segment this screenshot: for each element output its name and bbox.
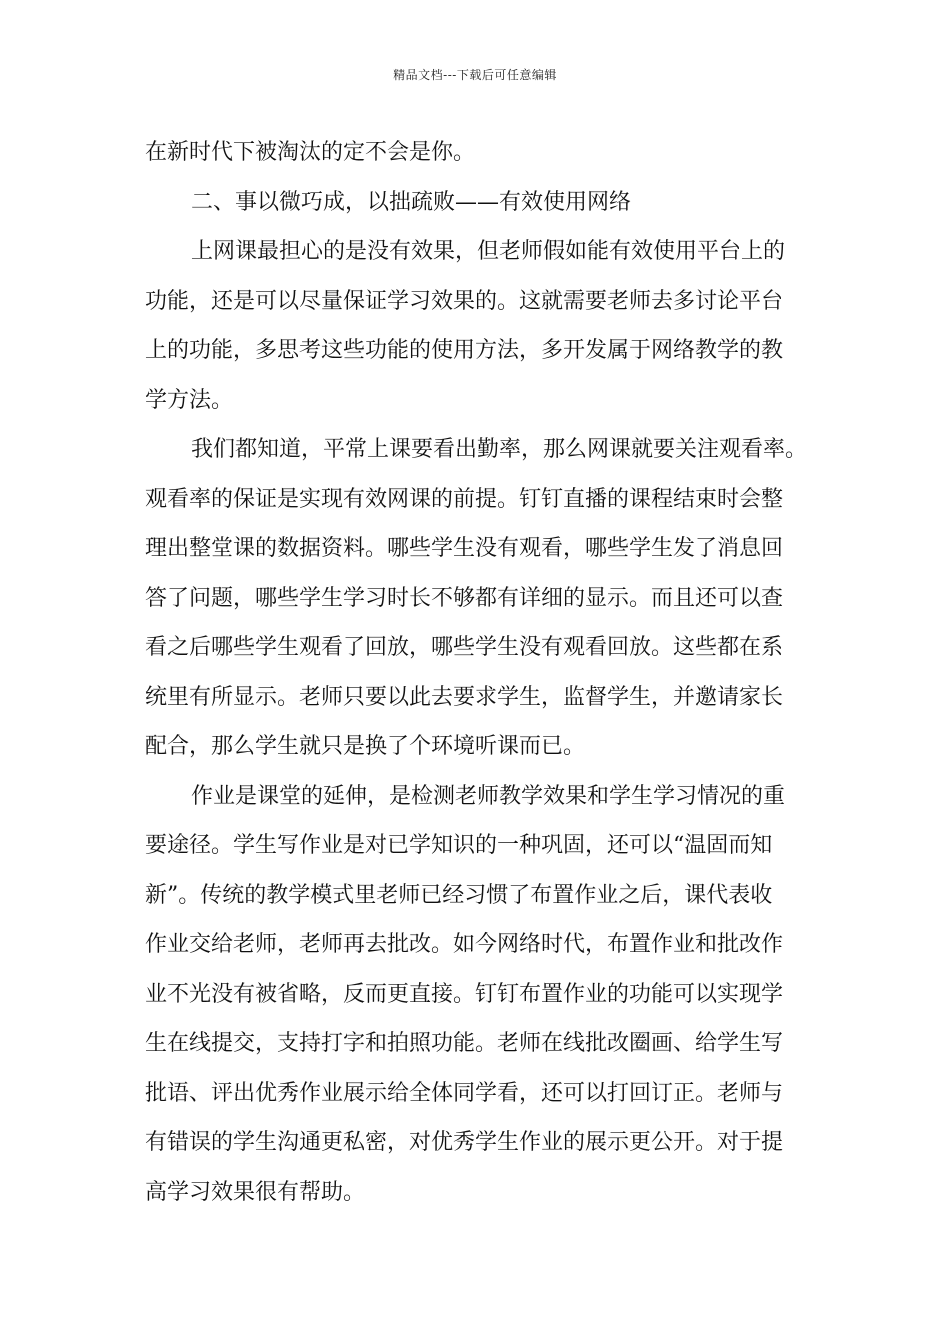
paragraph-line: 我们都知道，平常上课要看出勤率，那么网课就要关注观看率。 [191, 437, 808, 462]
text-line: 在新时代下被淘汰的定不会是你。 [145, 140, 476, 165]
paragraph-line: 观看率的保证是实现有效网课的前提。钉钉直播的课程结束时会整 [145, 486, 784, 512]
paragraph-line: 业不光没有被省略，反而更直接。钉钉布置作业的功能可以实现学 [145, 981, 784, 1007]
paragraph-line: 功能，还是可以尽量保证学习效果的。这就需要老师去多讨论平台 [145, 288, 784, 314]
paragraph-line: 高学习效果很有帮助。 [145, 1179, 366, 1205]
paragraph-line: 上的功能，多思考这些功能的使用方法，多开发属于网络教学的教 [145, 338, 784, 363]
paragraph-line: 理出整堂课的数据资料。哪些学生没有观看，哪些学生发了消息回 [145, 536, 784, 561]
section-heading: 二、事以微巧成，以拙疏败——有效使用网络 [191, 189, 632, 215]
paragraph-line: 有错误的学生沟通更私密，对优秀学生作业的展示更公开。对于提 [145, 1130, 784, 1155]
paragraph-line: 看之后哪些学生观看了回放，哪些学生没有观看回放。这些都在系 [145, 635, 784, 660]
paragraph-line: 生在线提交，支持打字和拍照功能。老师在线批改圈画、给学生写 [145, 1031, 784, 1056]
paragraph-line: 新”。传统的教学模式里老师已经习惯了布置作业之后，课代表收 [145, 882, 773, 908]
paragraph-line: 学方法。 [145, 387, 234, 413]
paragraph-line: 作业交给老师，老师再去批改。如今网络时代，布置作业和批改作 [145, 932, 784, 957]
paragraph-line: 答了问题，哪些学生学习时长不够都有详细的显示。而且还可以查 [145, 585, 784, 611]
paragraph-line: 统里有所显示。老师只要以此去要求学生，监督学生，并邀请家长 [145, 684, 784, 710]
page-header: 精品文档---下载后可任意编辑 [393, 68, 557, 82]
paragraph-line: 作业是课堂的延伸，是检测老师教学效果和学生学习情况的重 [191, 783, 786, 809]
paragraph-line: 上网课最担心的是没有效果，但老师假如能有效使用平台上的 [191, 239, 786, 264]
paragraph-line: 要途径。学生写作业是对已学知识的一种巩固，还可以“温固而知 [145, 833, 773, 858]
paragraph-line: 配合，那么学生就只是换了个环境听课而已。 [145, 734, 586, 759]
document-body [145, 128, 815, 1217]
paragraph-line: 批语、评出优秀作业展示给全体同学看，还可以打回订正。老师与 [145, 1080, 784, 1106]
